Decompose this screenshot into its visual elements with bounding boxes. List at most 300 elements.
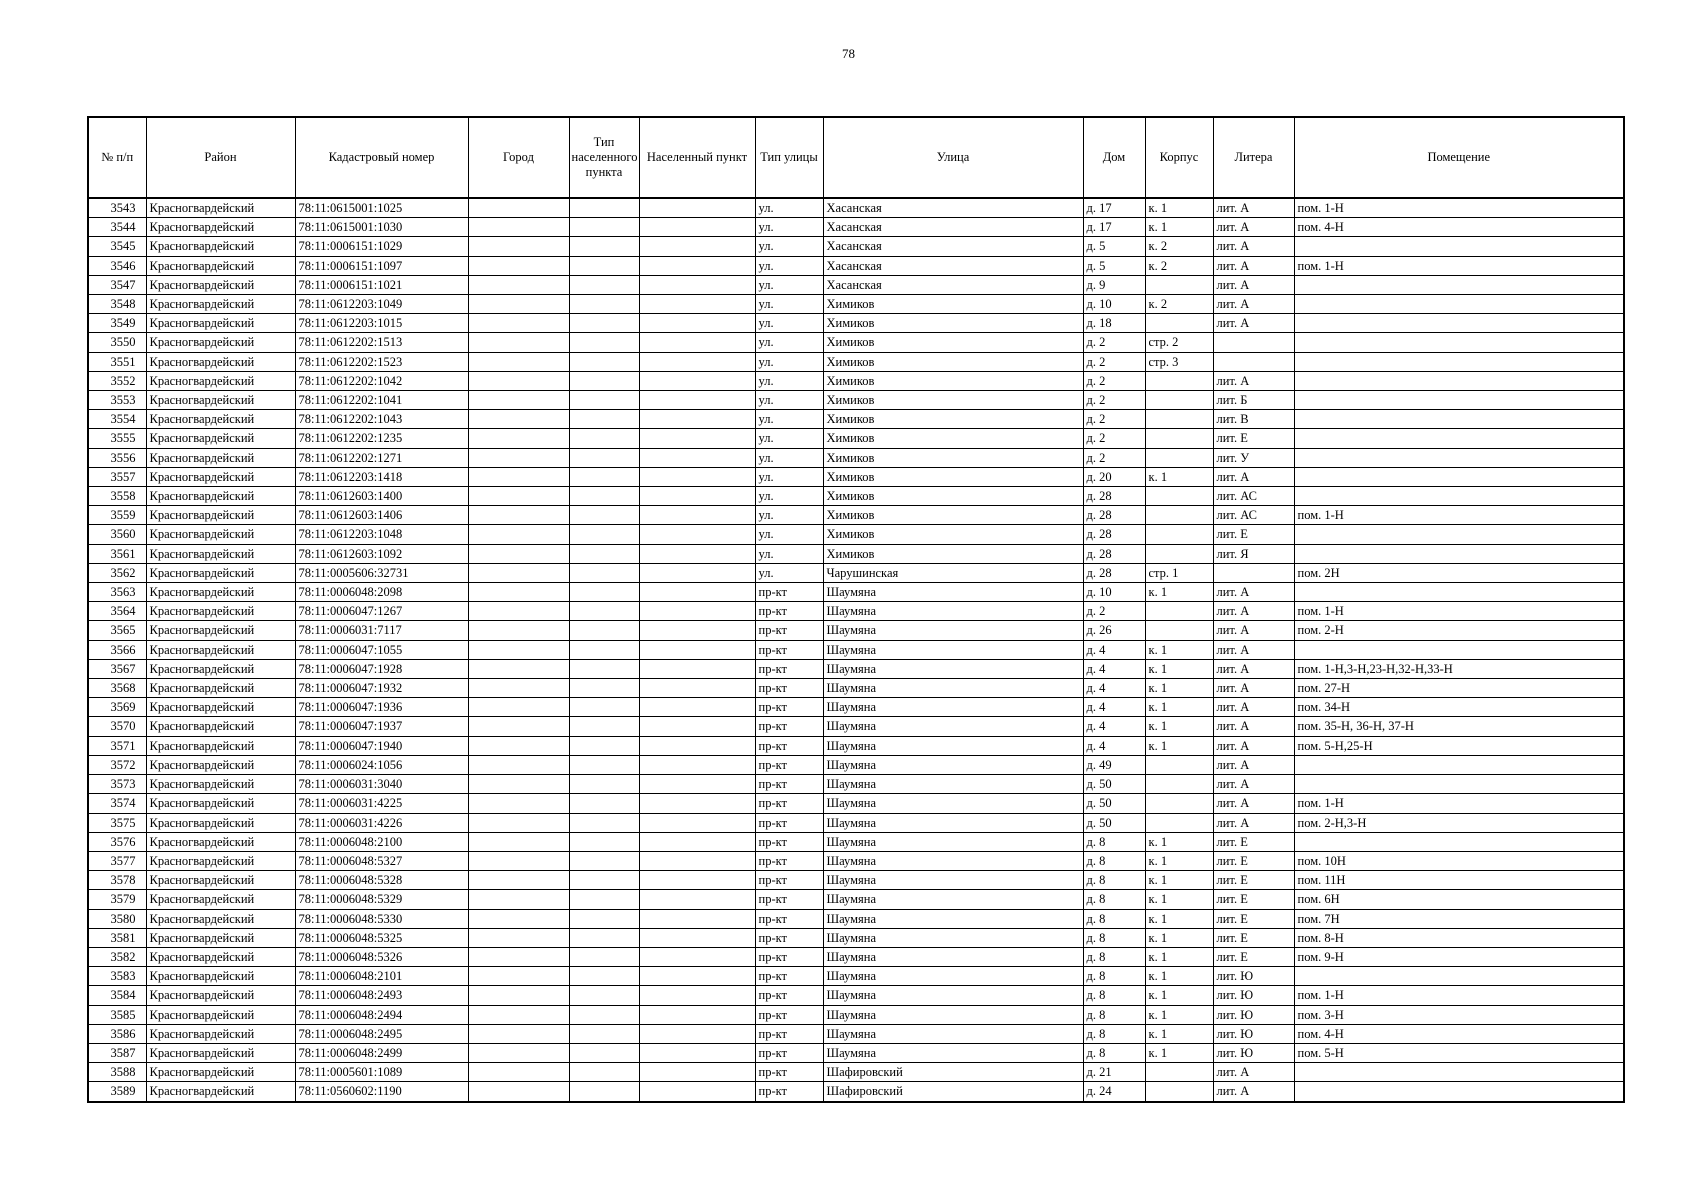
cell-city xyxy=(468,429,569,448)
cell-premises: пом. 1-Н xyxy=(1294,794,1624,813)
cell-letter: лит. А xyxy=(1213,314,1294,333)
cell-building: к. 1 xyxy=(1145,717,1213,736)
cell-settlement-type xyxy=(569,967,639,986)
table-row xyxy=(88,448,1624,467)
table-row xyxy=(88,1082,1624,1102)
cell-street-type: ул. xyxy=(755,467,823,486)
cell-row-number: 3578 xyxy=(88,871,146,890)
cell-city xyxy=(468,1082,569,1102)
cell-letter: лит. Б xyxy=(1213,391,1294,410)
cell-street-type: пр-кт xyxy=(755,832,823,851)
cell-premises xyxy=(1294,237,1624,256)
cell-cadastral-number: 78:11:0006048:2499 xyxy=(295,1043,468,1062)
cell-city xyxy=(468,371,569,390)
cell-premises xyxy=(1294,410,1624,429)
cell-cadastral-number: 78:11:0006024:1056 xyxy=(295,755,468,774)
cell-letter: лит. Е xyxy=(1213,429,1294,448)
cell-settlement xyxy=(639,295,755,314)
table-row xyxy=(88,237,1624,256)
cell-city xyxy=(468,275,569,294)
cell-district: Красногвардейский xyxy=(146,679,295,698)
cell-street: Шаумяна xyxy=(823,967,1083,986)
cell-settlement-type xyxy=(569,237,639,256)
cell-row-number: 3548 xyxy=(88,295,146,314)
cell-cadastral-number: 78:11:0005606:32731 xyxy=(295,563,468,582)
cell-cadastral-number: 78:11:0006047:1937 xyxy=(295,717,468,736)
table-row xyxy=(88,275,1624,294)
cell-settlement xyxy=(639,391,755,410)
table-row xyxy=(88,736,1624,755)
cell-row-number: 3582 xyxy=(88,947,146,966)
cell-settlement-type xyxy=(569,640,639,659)
cell-street: Шаумяна xyxy=(823,659,1083,678)
cell-district: Красногвардейский xyxy=(146,794,295,813)
header-street: Улица xyxy=(823,117,1083,198)
cell-settlement-type xyxy=(569,851,639,870)
cell-street-type: пр-кт xyxy=(755,794,823,813)
cell-district: Красногвардейский xyxy=(146,775,295,794)
cell-row-number: 3568 xyxy=(88,679,146,698)
cell-street-type: пр-кт xyxy=(755,890,823,909)
table-row xyxy=(88,640,1624,659)
cell-district: Красногвардейский xyxy=(146,506,295,525)
cell-letter: лит. А xyxy=(1213,583,1294,602)
cell-cadastral-number: 78:11:0006151:1021 xyxy=(295,275,468,294)
cell-district: Красногвардейский xyxy=(146,1024,295,1043)
cell-district: Красногвардейский xyxy=(146,487,295,506)
cell-street-type: пр-кт xyxy=(755,621,823,640)
table-row xyxy=(88,909,1624,928)
cell-building xyxy=(1145,429,1213,448)
cell-settlement-type xyxy=(569,986,639,1005)
cell-settlement xyxy=(639,775,755,794)
cell-city xyxy=(468,679,569,698)
cell-cadastral-number: 78:11:0006151:1029 xyxy=(295,237,468,256)
cell-street: Шафировский xyxy=(823,1082,1083,1102)
cell-street-type: пр-кт xyxy=(755,583,823,602)
cell-settlement-type xyxy=(569,717,639,736)
cell-row-number: 3559 xyxy=(88,506,146,525)
cell-district: Красногвардейский xyxy=(146,410,295,429)
cell-building xyxy=(1145,775,1213,794)
cell-street: Хасанская xyxy=(823,198,1083,218)
cell-settlement xyxy=(639,851,755,870)
cell-premises: пом. 9-Н xyxy=(1294,947,1624,966)
table-row xyxy=(88,621,1624,640)
cell-premises xyxy=(1294,314,1624,333)
cell-city xyxy=(468,717,569,736)
cell-settlement xyxy=(639,544,755,563)
cell-street-type: пр-кт xyxy=(755,1082,823,1102)
cell-house: д. 4 xyxy=(1083,717,1145,736)
cell-settlement xyxy=(639,909,755,928)
cell-cadastral-number: 78:11:0612203:1049 xyxy=(295,295,468,314)
cell-settlement xyxy=(639,794,755,813)
cell-city xyxy=(468,890,569,909)
table-row xyxy=(88,563,1624,582)
cell-premises xyxy=(1294,640,1624,659)
cell-settlement xyxy=(639,506,755,525)
cell-street-type: ул. xyxy=(755,333,823,352)
cell-settlement-type xyxy=(569,832,639,851)
cell-settlement xyxy=(639,698,755,717)
cell-cadastral-number: 78:11:0612202:1271 xyxy=(295,448,468,467)
header-cadastral-number: Кадастровый номер xyxy=(295,117,468,198)
cell-letter: лит. А xyxy=(1213,602,1294,621)
cell-district: Красногвардейский xyxy=(146,1063,295,1082)
cell-district: Красногвардейский xyxy=(146,467,295,486)
cell-district: Красногвардейский xyxy=(146,890,295,909)
cell-district: Красногвардейский xyxy=(146,275,295,294)
cell-settlement xyxy=(639,487,755,506)
cell-cadastral-number: 78:11:0615001:1025 xyxy=(295,198,468,218)
cell-cadastral-number: 78:11:0006047:1932 xyxy=(295,679,468,698)
cell-row-number: 3543 xyxy=(88,198,146,218)
cell-city xyxy=(468,237,569,256)
cell-building: к. 1 xyxy=(1145,198,1213,218)
table-row xyxy=(88,1024,1624,1043)
cell-city xyxy=(468,506,569,525)
cell-letter: лит. А xyxy=(1213,813,1294,832)
cell-house: д. 28 xyxy=(1083,487,1145,506)
cell-district: Красногвардейский xyxy=(146,295,295,314)
table-row xyxy=(88,775,1624,794)
cell-building xyxy=(1145,448,1213,467)
cell-row-number: 3569 xyxy=(88,698,146,717)
cell-cadastral-number: 78:11:0612202:1513 xyxy=(295,333,468,352)
cell-cadastral-number: 78:11:0612202:1523 xyxy=(295,352,468,371)
cell-settlement xyxy=(639,467,755,486)
cell-settlement-type xyxy=(569,525,639,544)
cell-cadastral-number: 78:11:0006031:4226 xyxy=(295,813,468,832)
cell-city xyxy=(468,410,569,429)
cell-premises xyxy=(1294,333,1624,352)
cell-premises xyxy=(1294,583,1624,602)
cell-settlement xyxy=(639,429,755,448)
cell-letter: лит. У xyxy=(1213,448,1294,467)
cell-house: д. 4 xyxy=(1083,679,1145,698)
cell-district: Красногвардейский xyxy=(146,352,295,371)
cell-row-number: 3573 xyxy=(88,775,146,794)
cell-city xyxy=(468,544,569,563)
cell-building: к. 2 xyxy=(1145,237,1213,256)
cell-house: д. 28 xyxy=(1083,506,1145,525)
cell-house: д. 2 xyxy=(1083,333,1145,352)
cell-building: стр. 2 xyxy=(1145,333,1213,352)
cell-cadastral-number: 78:11:0006031:3040 xyxy=(295,775,468,794)
cell-city xyxy=(468,698,569,717)
cell-street: Шаумяна xyxy=(823,621,1083,640)
cell-house: д. 4 xyxy=(1083,736,1145,755)
cell-house: д. 49 xyxy=(1083,755,1145,774)
cell-settlement-type xyxy=(569,467,639,486)
cell-premises xyxy=(1294,1063,1624,1082)
cell-building xyxy=(1145,755,1213,774)
cell-building: к. 1 xyxy=(1145,890,1213,909)
cell-street: Шаумяна xyxy=(823,851,1083,870)
cell-city xyxy=(468,563,569,582)
table-row xyxy=(88,947,1624,966)
cell-row-number: 3581 xyxy=(88,928,146,947)
cell-settlement-type xyxy=(569,794,639,813)
cell-district: Красногвардейский xyxy=(146,717,295,736)
table-row xyxy=(88,679,1624,698)
cell-house: д. 18 xyxy=(1083,314,1145,333)
cell-premises: пом. 6Н xyxy=(1294,890,1624,909)
cell-premises: пом. 11Н xyxy=(1294,871,1624,890)
cell-house: д. 2 xyxy=(1083,391,1145,410)
cell-street-type: ул. xyxy=(755,371,823,390)
cell-cadastral-number: 78:11:0006048:2101 xyxy=(295,967,468,986)
cell-premises xyxy=(1294,544,1624,563)
cell-row-number: 3565 xyxy=(88,621,146,640)
cell-premises: пом. 1-Н xyxy=(1294,986,1624,1005)
cell-district: Красногвардейский xyxy=(146,198,295,218)
cell-street: Химиков xyxy=(823,506,1083,525)
cell-settlement xyxy=(639,659,755,678)
cell-premises xyxy=(1294,295,1624,314)
cell-house: д. 28 xyxy=(1083,563,1145,582)
cell-district: Красногвардейский xyxy=(146,391,295,410)
cell-city xyxy=(468,1043,569,1062)
cell-city xyxy=(468,775,569,794)
cell-street-type: ул. xyxy=(755,275,823,294)
cell-street-type: ул. xyxy=(755,544,823,563)
cell-city xyxy=(468,448,569,467)
cell-building: к. 1 xyxy=(1145,640,1213,659)
cell-premises xyxy=(1294,1082,1624,1102)
cell-premises: пом. 34-Н xyxy=(1294,698,1624,717)
cell-row-number: 3544 xyxy=(88,218,146,237)
cell-house: д. 8 xyxy=(1083,871,1145,890)
cell-city xyxy=(468,640,569,659)
cell-row-number: 3572 xyxy=(88,755,146,774)
cell-cadastral-number: 78:11:0006048:2493 xyxy=(295,986,468,1005)
cell-street-type: ул. xyxy=(755,237,823,256)
cell-letter: лит. А xyxy=(1213,237,1294,256)
cell-letter: лит. А xyxy=(1213,467,1294,486)
cell-street-type: пр-кт xyxy=(755,659,823,678)
cell-house: д. 2 xyxy=(1083,448,1145,467)
cell-district: Красногвардейский xyxy=(146,832,295,851)
cell-settlement xyxy=(639,602,755,621)
table-row xyxy=(88,755,1624,774)
cell-letter: лит. А xyxy=(1213,755,1294,774)
cell-cadastral-number: 78:11:0612202:1235 xyxy=(295,429,468,448)
cell-building xyxy=(1145,621,1213,640)
cell-street: Химиков xyxy=(823,371,1083,390)
cell-house: д. 8 xyxy=(1083,986,1145,1005)
cell-premises xyxy=(1294,352,1624,371)
cell-street: Химиков xyxy=(823,429,1083,448)
cell-street: Шаумяна xyxy=(823,698,1083,717)
cell-city xyxy=(468,755,569,774)
cell-street-type: ул. xyxy=(755,429,823,448)
table-row xyxy=(88,659,1624,678)
cell-settlement-type xyxy=(569,487,639,506)
cell-cadastral-number: 78:11:0006031:4225 xyxy=(295,794,468,813)
cell-district: Красногвардейский xyxy=(146,1043,295,1062)
cell-settlement-type xyxy=(569,1024,639,1043)
cell-letter: лит. АС xyxy=(1213,506,1294,525)
cell-building xyxy=(1145,1082,1213,1102)
header-settlement: Населенный пункт xyxy=(639,117,755,198)
cell-street-type: ул. xyxy=(755,256,823,275)
cell-house: д. 2 xyxy=(1083,371,1145,390)
cell-settlement xyxy=(639,832,755,851)
cell-letter: лит. А xyxy=(1213,1082,1294,1102)
cell-letter: лит. А xyxy=(1213,794,1294,813)
cell-cadastral-number: 78:11:0006047:1940 xyxy=(295,736,468,755)
cell-cadastral-number: 78:11:0612603:1400 xyxy=(295,487,468,506)
table-header-row xyxy=(88,117,1624,198)
cell-cadastral-number: 78:11:0006047:1936 xyxy=(295,698,468,717)
cell-building: к. 1 xyxy=(1145,832,1213,851)
cell-building: стр. 3 xyxy=(1145,352,1213,371)
cell-settlement-type xyxy=(569,1043,639,1062)
cell-settlement-type xyxy=(569,909,639,928)
cell-street-type: ул. xyxy=(755,391,823,410)
cell-house: д. 10 xyxy=(1083,295,1145,314)
cell-street: Шаумяна xyxy=(823,775,1083,794)
cell-settlement xyxy=(639,871,755,890)
cell-street-type: пр-кт xyxy=(755,698,823,717)
header-premises: Помещение xyxy=(1294,117,1624,198)
cell-row-number: 3589 xyxy=(88,1082,146,1102)
cell-premises xyxy=(1294,448,1624,467)
cell-street-type: ул. xyxy=(755,410,823,429)
cell-letter: лит. Е xyxy=(1213,832,1294,851)
cell-street-type: пр-кт xyxy=(755,947,823,966)
table-row xyxy=(88,333,1624,352)
cell-street: Шаумяна xyxy=(823,890,1083,909)
cell-row-number: 3564 xyxy=(88,602,146,621)
cell-city xyxy=(468,391,569,410)
cell-street-type: пр-кт xyxy=(755,755,823,774)
cell-settlement-type xyxy=(569,391,639,410)
cell-settlement xyxy=(639,314,755,333)
cell-building: к. 2 xyxy=(1145,256,1213,275)
cell-city xyxy=(468,1005,569,1024)
cell-street-type: ул. xyxy=(755,563,823,582)
cell-settlement xyxy=(639,928,755,947)
cell-building: к. 1 xyxy=(1145,947,1213,966)
table-row xyxy=(88,1043,1624,1062)
cell-city xyxy=(468,832,569,851)
cell-street-type: пр-кт xyxy=(755,640,823,659)
cell-building xyxy=(1145,1063,1213,1082)
cell-settlement xyxy=(639,563,755,582)
table-row xyxy=(88,352,1624,371)
cell-settlement xyxy=(639,621,755,640)
cell-row-number: 3586 xyxy=(88,1024,146,1043)
cell-district: Красногвардейский xyxy=(146,871,295,890)
cell-street: Шаумяна xyxy=(823,602,1083,621)
cell-premises xyxy=(1294,371,1624,390)
cell-house: д. 50 xyxy=(1083,794,1145,813)
cell-settlement xyxy=(639,237,755,256)
cell-house: д. 2 xyxy=(1083,429,1145,448)
cell-district: Красногвардейский xyxy=(146,256,295,275)
cell-cadastral-number: 78:11:0612202:1042 xyxy=(295,371,468,390)
cell-street-type: ул. xyxy=(755,506,823,525)
cell-building: к. 1 xyxy=(1145,851,1213,870)
cell-street-type: пр-кт xyxy=(755,679,823,698)
cell-letter: лит. А xyxy=(1213,621,1294,640)
cell-premises: пом. 5-Н,25-Н xyxy=(1294,736,1624,755)
cell-row-number: 3584 xyxy=(88,986,146,1005)
cell-premises: пом. 1-Н xyxy=(1294,256,1624,275)
cell-settlement-type xyxy=(569,871,639,890)
cell-city xyxy=(468,333,569,352)
cell-row-number: 3560 xyxy=(88,525,146,544)
cell-house: д. 4 xyxy=(1083,640,1145,659)
cell-settlement xyxy=(639,986,755,1005)
table-row xyxy=(88,544,1624,563)
cell-building: к. 1 xyxy=(1145,1005,1213,1024)
cell-letter xyxy=(1213,352,1294,371)
cell-building: к. 1 xyxy=(1145,736,1213,755)
cell-settlement xyxy=(639,1082,755,1102)
cell-street: Шаумяна xyxy=(823,794,1083,813)
cell-street-type: ул. xyxy=(755,352,823,371)
cell-district: Красногвардейский xyxy=(146,237,295,256)
cell-cadastral-number: 78:11:0612202:1041 xyxy=(295,391,468,410)
cell-premises: пом. 8-Н xyxy=(1294,928,1624,947)
table-row xyxy=(88,487,1624,506)
table-row xyxy=(88,256,1624,275)
table-row xyxy=(88,928,1624,947)
cell-street: Химиков xyxy=(823,391,1083,410)
cell-letter xyxy=(1213,563,1294,582)
cell-premises: пом. 1-Н xyxy=(1294,198,1624,218)
cell-street: Шаумяна xyxy=(823,928,1083,947)
cell-street-type: ул. xyxy=(755,198,823,218)
cell-street: Химиков xyxy=(823,467,1083,486)
cell-building xyxy=(1145,525,1213,544)
cell-letter: лит. Е xyxy=(1213,871,1294,890)
cell-street-type: пр-кт xyxy=(755,1043,823,1062)
cell-city xyxy=(468,218,569,237)
cell-letter: лит. Е xyxy=(1213,851,1294,870)
cell-district: Красногвардейский xyxy=(146,928,295,947)
cell-house: д. 8 xyxy=(1083,1005,1145,1024)
cell-premises xyxy=(1294,487,1624,506)
cell-street-type: пр-кт xyxy=(755,602,823,621)
cell-building: к. 1 xyxy=(1145,909,1213,928)
cell-letter: лит. В xyxy=(1213,410,1294,429)
cell-row-number: 3545 xyxy=(88,237,146,256)
cell-settlement-type xyxy=(569,563,639,582)
table-row xyxy=(88,890,1624,909)
cell-letter: лит. А xyxy=(1213,717,1294,736)
cell-city xyxy=(468,467,569,486)
cell-city xyxy=(468,986,569,1005)
cell-building xyxy=(1145,794,1213,813)
cell-settlement xyxy=(639,679,755,698)
table-row xyxy=(88,198,1624,218)
cell-street: Шаумяна xyxy=(823,813,1083,832)
cell-house: д. 20 xyxy=(1083,467,1145,486)
cell-city xyxy=(468,352,569,371)
cell-street: Хасанская xyxy=(823,237,1083,256)
cell-house: д. 8 xyxy=(1083,851,1145,870)
cell-city xyxy=(468,967,569,986)
cell-settlement xyxy=(639,813,755,832)
cell-letter xyxy=(1213,333,1294,352)
cell-letter: лит. А xyxy=(1213,218,1294,237)
cell-settlement-type xyxy=(569,755,639,774)
